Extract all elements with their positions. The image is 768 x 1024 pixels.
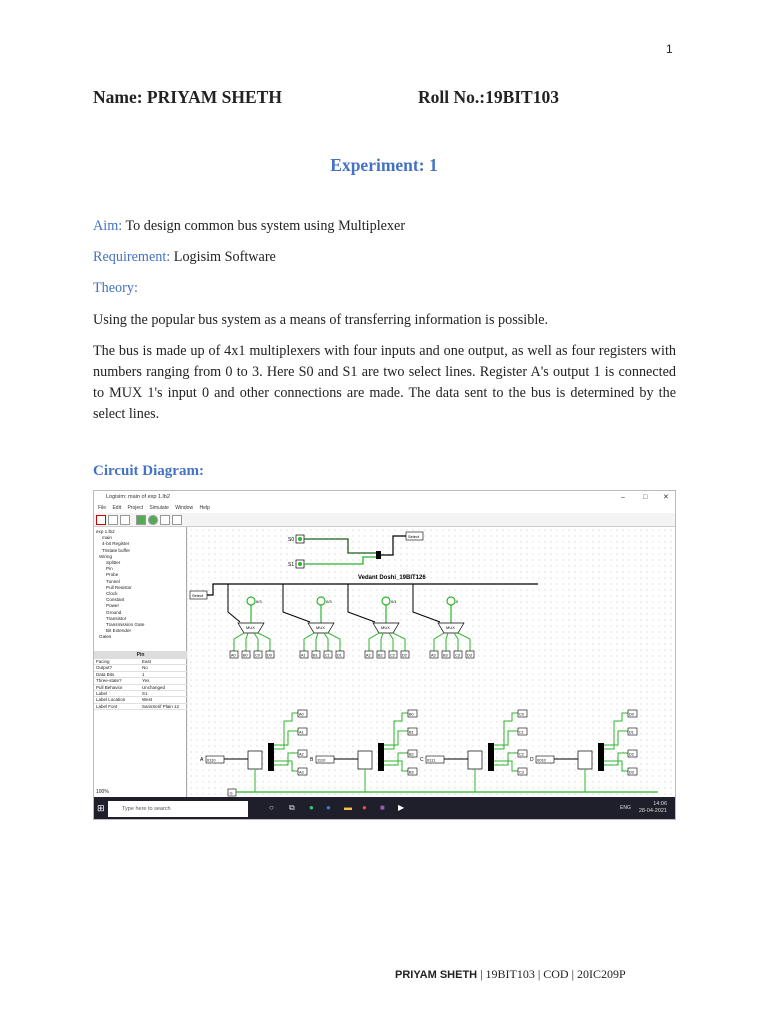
register-b [310, 710, 417, 775]
properties-table [94, 659, 187, 710]
svg-text:0: 0 [456, 599, 459, 604]
svg-text:0110: 0110 [207, 757, 216, 763]
component-tree [96, 529, 184, 649]
edge-icon[interactable]: ● [326, 803, 331, 812]
menu-help[interactable]: Help [199, 505, 210, 511]
requirement-text: Logisim Software [170, 249, 276, 265]
svg-text:D1: D1 [337, 653, 342, 658]
svg-text:B3: B3 [409, 770, 414, 775]
s1-pin-state [298, 562, 302, 566]
svg-text:G: G [229, 790, 233, 796]
svg-text:C0: C0 [519, 712, 524, 717]
close-icon[interactable]: ✕ [663, 494, 669, 501]
svg-text:MUX: MUX [446, 625, 455, 630]
svg-text:D2: D2 [402, 653, 407, 658]
menu-file[interactable]: File [98, 505, 107, 511]
file-explorer-icon[interactable]: ▬ [344, 803, 352, 812]
page-number: 1 [666, 42, 673, 56]
tree-item[interactable]: Pin [106, 566, 113, 572]
svg-text:C2: C2 [519, 752, 524, 757]
input-pin-icon[interactable] [136, 515, 146, 525]
windows-taskbar [94, 797, 676, 820]
svg-text:D1: D1 [629, 730, 634, 735]
tree-item[interactable]: Power [106, 603, 120, 609]
svg-text:B2: B2 [378, 653, 383, 658]
teams-icon[interactable]: ■ [380, 803, 385, 812]
tree-item[interactable]: Ground [106, 609, 122, 615]
student-name: Name: PRIYAM SHETH [93, 87, 282, 107]
tree-item[interactable]: exp 1.lb2 [96, 529, 115, 534]
svg-text:MUX: MUX [381, 625, 390, 630]
s0-label: S0 [288, 537, 295, 543]
svg-text:C: C [420, 757, 424, 763]
poke-tool-icon[interactable] [96, 515, 106, 525]
requirement-line [93, 249, 276, 266]
theory-label: Theory: [93, 280, 138, 296]
experiment-title: Experiment: 1 [330, 155, 438, 175]
taskbar-clock[interactable] [639, 801, 667, 815]
footer-name: PRIYAM SHETH [395, 969, 478, 981]
svg-text:D2: D2 [629, 752, 634, 757]
and-gate-icon[interactable] [160, 515, 170, 525]
maximize-icon[interactable]: □ [643, 494, 648, 501]
svg-text:0/3: 0/3 [326, 599, 332, 604]
svg-text:A0: A0 [299, 712, 304, 717]
svg-text:0111: 0111 [427, 757, 436, 763]
tree-item[interactable]: Clock [106, 591, 118, 597]
toolbar [94, 513, 676, 527]
window-titlebar [94, 491, 676, 504]
svg-text:B0: B0 [409, 712, 414, 717]
s0-wire [304, 539, 378, 553]
mux-unit-0 [228, 584, 274, 658]
splitter [376, 551, 381, 559]
whatsapp-icon[interactable]: ● [309, 803, 314, 812]
register-c [420, 710, 527, 775]
svg-text:D3: D3 [467, 653, 472, 658]
author-label: Vedant Doshi_19BIT126 [358, 575, 426, 581]
menu-project[interactable]: Project [127, 505, 144, 511]
property-row[interactable]: Data Bits 1 [94, 672, 187, 678]
text-tool-icon[interactable] [120, 515, 130, 525]
svg-text:A0: A0 [231, 653, 236, 658]
property-row[interactable]: Three-state? Yes [94, 678, 187, 684]
menu-edit[interactable]: Edit [112, 505, 122, 511]
task-view-icon[interactable]: ○ [269, 803, 274, 812]
svg-text:A1: A1 [299, 730, 304, 735]
s1-label: S1 [288, 562, 295, 568]
menu-bar [94, 504, 676, 513]
tree-item[interactable]: Transmission Gate [106, 622, 145, 628]
svg-text:1110: 1110 [317, 757, 326, 763]
tree-item[interactable]: Probe [106, 572, 119, 578]
svg-text:B2: B2 [409, 752, 414, 757]
requirement-label: Requirement: [93, 249, 171, 265]
zoom-level[interactable]: 100% [96, 789, 109, 795]
svg-text:D0: D0 [629, 712, 634, 717]
mux-unit-2 [348, 584, 409, 658]
aim-line [93, 218, 405, 235]
header-row [93, 87, 653, 111]
svg-text:A2: A2 [366, 653, 371, 658]
or-gate-icon[interactable] [172, 515, 182, 525]
menu-simulate[interactable]: Simulate [149, 505, 169, 511]
aim-label: Aim: [93, 218, 123, 234]
svg-text:B: B [310, 757, 314, 763]
svg-text:A3: A3 [299, 770, 304, 775]
s0-pin-state [298, 537, 302, 541]
logisim-screenshot [93, 490, 676, 820]
svg-text:C0: C0 [255, 653, 260, 658]
theory-paragraph-1: Using the popular bus system as a means of transferring information is possible. [93, 312, 549, 328]
tree-item[interactable]: Wiring [99, 553, 113, 559]
select-tool-icon[interactable] [108, 515, 118, 525]
select-tunnel-top-label: Select [408, 534, 420, 539]
property-row[interactable]: Facing East [94, 659, 187, 665]
tree-item[interactable]: Constant [106, 597, 125, 603]
svg-text:C3: C3 [455, 653, 460, 658]
svg-text:A1: A1 [301, 653, 306, 658]
minimize-icon[interactable]: – [621, 494, 625, 501]
svg-text:D: D [530, 757, 534, 763]
tree-item[interactable]: main [102, 535, 112, 541]
register-a [200, 710, 307, 775]
svg-text:0/1: 0/1 [391, 599, 397, 604]
tree-item[interactable]: Gates [99, 634, 112, 640]
property-row[interactable]: Label S1 [94, 691, 187, 697]
select-tunnel-left-label: Select [192, 593, 204, 598]
tree-item[interactable]: 4-bit Register [102, 541, 130, 547]
svg-text:B1: B1 [409, 730, 414, 735]
explorer-pane [94, 527, 187, 797]
tree-item[interactable]: Bit Extender [106, 628, 132, 634]
svg-text:MUX: MUX [246, 625, 255, 630]
svg-text:D0: D0 [267, 653, 272, 658]
svg-text:C3: C3 [519, 770, 524, 775]
property-row[interactable]: Output? No [94, 665, 187, 671]
roll-number: Roll No.:19BIT103 [418, 87, 559, 107]
property-row[interactable]: Label Location West [94, 697, 187, 703]
page-footer [395, 967, 626, 982]
svg-text:C1: C1 [519, 730, 524, 735]
properties-title: Pin [94, 651, 187, 659]
circuit-svg [188, 527, 676, 797]
svg-text:B3: B3 [443, 653, 448, 658]
window-title: Logisim: main of exp 1.lb2 [106, 494, 170, 500]
tree-item[interactable]: Tristate buffer [102, 547, 131, 553]
chrome-icon[interactable]: ● [362, 803, 367, 812]
mux-unit-3 [413, 584, 474, 658]
language-indicator[interactable]: ENG [620, 805, 631, 811]
tree-item[interactable]: Splitter [106, 560, 121, 566]
circuit-canvas[interactable] [188, 527, 676, 797]
circuit-diagram-label: Circuit Diagram: [93, 463, 204, 479]
s1-wire [304, 557, 378, 564]
tree-item[interactable]: Pull Resistor [106, 584, 132, 590]
svg-text:D3: D3 [629, 770, 634, 775]
output-pin-icon[interactable] [148, 515, 158, 525]
menu-window[interactable]: Window [175, 505, 194, 511]
tree-item[interactable]: Tunnel [106, 578, 120, 584]
svg-text:A3: A3 [431, 653, 436, 658]
svg-text:B0: B0 [243, 653, 248, 658]
property-row[interactable]: Label Font SansSerif Plain 12 [94, 704, 187, 710]
clock-time: 14:06 [653, 801, 667, 807]
property-row[interactable]: Pull Behavior Unchanged [94, 685, 187, 691]
logisim-icon[interactable]: ▶ [398, 803, 405, 812]
svg-text:C2: C2 [390, 653, 395, 658]
svg-text:B1: B1 [313, 653, 318, 658]
probe [247, 597, 255, 605]
task-view-icon[interactable]: ⧉ [289, 803, 295, 812]
windows-start-icon[interactable]: ⊞ [97, 803, 105, 813]
select-bus [207, 584, 538, 595]
svg-text:MUX: MUX [316, 625, 325, 630]
svg-text:A: A [200, 757, 204, 763]
svg-text:A2: A2 [299, 752, 304, 757]
theory-paragraph-2: The bus is made up of 4x1 multiplexers with four inputs and one output, as well as four registers with numbers ranging from 0 to 3. Here S0 and S1 are two select lines. Register A's output 1 is connected to MUX 1's input 0 and other connections are made. The data sent to the bus is determined by the select lines. [93, 343, 676, 422]
select-out-wire [381, 536, 406, 555]
mux-unit-1 [283, 584, 344, 658]
svg-text:C1: C1 [325, 653, 330, 658]
svg-text:0010: 0010 [537, 757, 546, 763]
clock-date: 28-04-2021 [638, 808, 667, 814]
aim-text: To design common bus system using Multiplexer [122, 218, 406, 234]
register-d [530, 710, 637, 775]
taskbar-search[interactable]: Type here to search [108, 801, 248, 817]
tree-item[interactable]: Transistor [106, 615, 127, 621]
footer-details: | 19BIT103 | COD | 20IC209P [477, 967, 626, 981]
svg-text:0/3: 0/3 [256, 599, 262, 604]
